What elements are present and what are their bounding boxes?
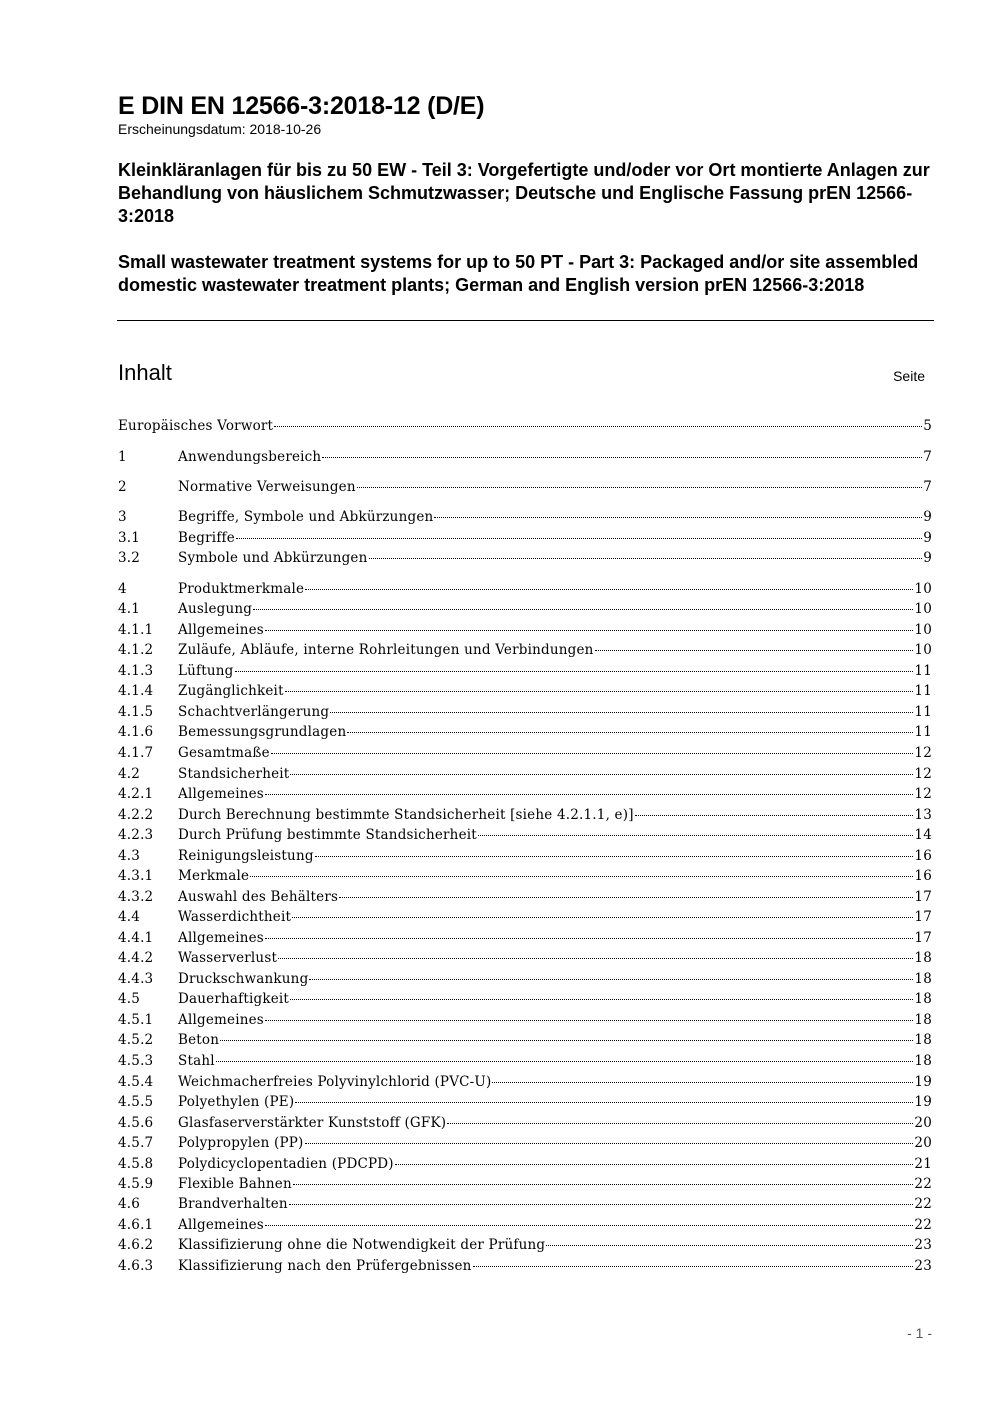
- toc-entry-page: 5: [923, 418, 932, 434]
- toc-entry-page: 9: [923, 509, 932, 525]
- page-number: - 1 -: [907, 1325, 932, 1341]
- toc-entry-number: 4.4: [118, 909, 141, 925]
- toc-entry-page: 10: [914, 622, 932, 638]
- toc-entry-number: 4.1.6: [118, 724, 154, 740]
- toc-entry-page: 11: [914, 663, 932, 679]
- toc-entry-page: 7: [923, 479, 932, 495]
- toc-dot-leader: [434, 517, 922, 518]
- toc-page-label: Seite: [893, 368, 925, 384]
- toc-dot-leader: [347, 732, 913, 733]
- toc-entry[interactable]: [118, 745, 932, 765]
- toc-entry-number: 4.6: [118, 1196, 141, 1212]
- toc-entry-title: Wasserverlust: [178, 950, 278, 966]
- toc-entry-number: 4.4.3: [118, 971, 154, 987]
- toc-entry-page: 17: [914, 930, 932, 946]
- toc-entry-page: 12: [914, 745, 932, 761]
- toc-dot-leader: [265, 938, 913, 939]
- toc-entry[interactable]: [118, 1053, 932, 1073]
- toc-dot-leader: [278, 958, 913, 959]
- toc-entry-title: Durch Prüfung bestimmte Standsicherheit: [178, 827, 477, 843]
- toc-entry-page: 17: [914, 909, 932, 925]
- toc-entry-title: Bemessungsgrundlagen: [178, 724, 347, 740]
- toc-entry-number: 4.2.3: [118, 827, 154, 843]
- toc-entry-title: Weichmacherfreies Polyvinylchlorid (PVC-U): [178, 1074, 492, 1090]
- toc-entry[interactable]: [118, 509, 932, 529]
- toc-dot-leader: [265, 1225, 913, 1226]
- toc-dot-leader: [289, 1204, 914, 1205]
- toc-entry-number: 3.2: [118, 550, 141, 566]
- toc-entry-page: 20: [914, 1115, 932, 1131]
- toc-dot-leader: [395, 1164, 914, 1165]
- toc-entry-number: 4.6.2: [118, 1237, 154, 1253]
- toc-entry-title: Allgemeines: [178, 1012, 264, 1028]
- toc-entry-number: 4.1.4: [118, 683, 154, 699]
- toc-entry[interactable]: [118, 827, 932, 847]
- toc-entry-title: Dauerhaftigkeit: [178, 991, 290, 1007]
- toc-dot-leader: [322, 457, 922, 458]
- toc-entry-page: 9: [923, 530, 932, 546]
- toc-dot-leader: [253, 609, 913, 610]
- toc-entry-number: 4.1.3: [118, 663, 154, 679]
- toc-dot-leader: [339, 897, 913, 898]
- toc-dot-leader: [305, 1143, 914, 1144]
- toc-heading: Inhalt: [118, 360, 172, 385]
- toc-entry[interactable]: [118, 1237, 932, 1257]
- toc-entry-title: Produktmerkmale: [178, 581, 305, 597]
- toc-entry[interactable]: [118, 479, 932, 499]
- toc-entry-number: 4.5.2: [118, 1032, 154, 1048]
- toc-entry-number: 4.5.9: [118, 1176, 154, 1192]
- toc-entry[interactable]: [118, 1012, 932, 1032]
- toc-entry[interactable]: [118, 622, 932, 642]
- toc-dot-leader: [473, 1266, 914, 1267]
- toc-entry-number: 4.6.3: [118, 1258, 154, 1274]
- toc-dot-leader: [265, 1020, 913, 1021]
- toc-entry-page: 22: [914, 1196, 932, 1212]
- toc-entry[interactable]: [118, 601, 932, 621]
- toc-entry-page: 10: [914, 642, 932, 658]
- toc-entry-title: Begriffe, Symbole und Abkürzungen: [178, 509, 434, 525]
- toc-entry-number: 3.1: [118, 530, 141, 546]
- publication-date: Erscheinungsdatum: 2018-10-26: [118, 121, 322, 137]
- toc-entry-page: 19: [914, 1094, 932, 1110]
- toc-entry[interactable]: [118, 581, 932, 601]
- toc-entry-title: Beton: [178, 1032, 220, 1048]
- toc-entry-number: 1: [118, 449, 127, 465]
- toc-entry-page: 18: [914, 991, 932, 1007]
- toc-entry[interactable]: [118, 950, 932, 970]
- toc-entry-page: 17: [914, 889, 932, 905]
- toc-entry[interactable]: [118, 724, 932, 744]
- toc-entry-title: Stahl: [178, 1053, 215, 1069]
- toc-entry-title: Symbole und Abkürzungen: [178, 550, 368, 566]
- toc-entry-number: 4.1.2: [118, 642, 154, 658]
- toc-entry-page: 16: [914, 848, 932, 864]
- toc-entry-number: 4: [118, 581, 127, 597]
- toc-entry-page: 7: [923, 449, 932, 465]
- toc-entry-title: Auslegung: [178, 601, 253, 617]
- toc-entry-page: 10: [914, 601, 932, 617]
- toc-entry[interactable]: [118, 1258, 932, 1278]
- toc-entry-title: Zuläufe, Abläufe, interne Rohrleitungen und Verbindungen: [178, 642, 594, 658]
- toc-entry-number: 4.1.1: [118, 622, 154, 638]
- toc-dot-leader: [295, 1102, 913, 1103]
- toc-entry-number: 4.5.7: [118, 1135, 154, 1151]
- toc-dot-leader: [305, 589, 913, 590]
- toc-entry[interactable]: [118, 786, 932, 806]
- toc-dot-leader: [290, 999, 913, 1000]
- toc-entry-number: 4.2.1: [118, 786, 154, 802]
- toc-entry-title: Anwendungsbereich: [178, 449, 322, 465]
- toc-entry-page: 9: [923, 550, 932, 566]
- toc-entry-title: Reinigungsleistung: [178, 848, 314, 864]
- toc-entry-page: 12: [914, 766, 932, 782]
- toc-entry[interactable]: [118, 1196, 932, 1216]
- toc-dot-leader: [635, 815, 914, 816]
- title-english: Small wastewater treatment systems for up to 50 PT - Part 3: Packaged and/or site assembled domestic wastewater treatment plants; German and English version prEN 12566-3:2018: [118, 252, 919, 295]
- toc-entry-title: Flexible Bahnen: [178, 1176, 292, 1192]
- toc-entry-page: 18: [914, 950, 932, 966]
- toc-dot-leader: [250, 876, 913, 877]
- document-id: E DIN EN 12566-3:2018-12 (D/E): [118, 92, 485, 120]
- toc-entry-number: 4.1.7: [118, 745, 154, 761]
- toc-entry[interactable]: [118, 1156, 932, 1176]
- toc-entry-number: 4.5.1: [118, 1012, 154, 1028]
- toc-entry-title: Druckschwankung: [178, 971, 309, 987]
- toc-dot-leader: [265, 630, 913, 631]
- toc-entry-page: 18: [914, 971, 932, 987]
- toc-dot-leader: [546, 1245, 913, 1246]
- toc-entry-title: Durch Berechnung bestimmte Standsicherheit [siehe 4.2.1.1, e)]: [178, 807, 634, 823]
- toc-entry-title: Allgemeines: [178, 622, 264, 638]
- toc-dot-leader: [235, 671, 914, 672]
- toc-dot-leader: [309, 979, 913, 980]
- toc-entry[interactable]: [118, 683, 932, 703]
- toc-dot-leader: [357, 487, 922, 488]
- toc-entry[interactable]: [118, 1135, 932, 1155]
- toc-entry-page: 10: [914, 581, 932, 597]
- toc-dot-leader: [478, 835, 913, 836]
- toc-entry-title: Zugänglichkeit: [178, 683, 284, 699]
- toc-entry-title: Lüftung: [178, 663, 234, 679]
- toc-entry-title: Europäisches Vorwort: [118, 418, 274, 434]
- toc-entry-number: 4.1.5: [118, 704, 154, 720]
- toc-entry[interactable]: [118, 418, 932, 438]
- toc-entry-number: 4.5.4: [118, 1074, 154, 1090]
- toc-entry[interactable]: [118, 909, 932, 929]
- toc-entry-page: 20: [914, 1135, 932, 1151]
- toc-dot-leader: [274, 426, 922, 427]
- toc-entry-page: 18: [914, 1032, 932, 1048]
- toc-entry-number: 4.6.1: [118, 1217, 154, 1233]
- toc-entry-title: Normative Verweisungen: [178, 479, 356, 495]
- toc-entry-page: 23: [914, 1237, 932, 1253]
- toc-entry[interactable]: [118, 848, 932, 868]
- toc-entry-page: 11: [914, 683, 932, 699]
- toc-entry-page: 22: [914, 1176, 932, 1192]
- toc-dot-leader: [271, 753, 914, 754]
- toc-entry-page: 22: [914, 1217, 932, 1233]
- toc-dot-leader: [292, 917, 913, 918]
- toc-entry-title: Allgemeines: [178, 930, 264, 946]
- toc-dot-leader: [595, 650, 914, 651]
- toc-entry[interactable]: [118, 1094, 932, 1114]
- toc-entry[interactable]: [118, 807, 932, 827]
- toc-dot-leader: [447, 1123, 913, 1124]
- toc-entry-title: Schachtverlängerung: [178, 704, 330, 720]
- toc-entry-title: Auswahl des Behälters: [178, 889, 339, 905]
- toc-entry[interactable]: [118, 550, 932, 570]
- toc-entry-page: 13: [914, 807, 932, 823]
- toc-entry-page: 21: [914, 1156, 932, 1172]
- toc-entry-number: 4.2: [118, 766, 141, 782]
- toc-dot-leader: [315, 856, 914, 857]
- toc-entry-page: 12: [914, 786, 932, 802]
- toc-entry-number: 4.5.3: [118, 1053, 154, 1069]
- toc-entry-title: Brandverhalten: [178, 1196, 288, 1212]
- toc-entry-page: 14: [914, 827, 932, 843]
- toc-entry-number: 4.5.6: [118, 1115, 154, 1131]
- toc-entry[interactable]: [118, 1032, 932, 1052]
- toc-entry-page: 16: [914, 868, 932, 884]
- toc-entry-number: 4.4.2: [118, 950, 154, 966]
- toc-entry-number: 4.1: [118, 601, 141, 617]
- toc-entry-page: 18: [914, 1012, 932, 1028]
- toc-entry-page: 18: [914, 1053, 932, 1069]
- toc-entry-title: Polypropylen (PP): [178, 1135, 304, 1151]
- toc-dot-leader: [236, 538, 922, 539]
- toc-dot-leader: [285, 691, 914, 692]
- toc-dot-leader: [290, 774, 913, 775]
- toc-entry[interactable]: [118, 663, 932, 683]
- toc-entry-title: Gesamtmaße: [178, 745, 270, 761]
- toc-entry[interactable]: [118, 991, 932, 1011]
- title-german: Kleinkläranlagen für bis zu 50 EW - Teil 3: Vorgefertigte und/oder vor Ort montierte Anlagen zur Behandlung von häuslichem Schmutzwasser; Deutsche und Englische Fassung prEN 12566-3:2018: [118, 160, 930, 226]
- toc-entry-title: Begriffe: [178, 530, 235, 546]
- toc-entry[interactable]: [118, 1176, 932, 1196]
- toc-entry-number: 3: [118, 509, 127, 525]
- toc-entry-title: Merkmale: [178, 868, 250, 884]
- toc-entry-title: Glasfaserverstärkter Kunststoff (GFK): [178, 1115, 447, 1131]
- toc-entry[interactable]: [118, 704, 932, 724]
- toc-entry[interactable]: [118, 449, 932, 469]
- toc-entry[interactable]: [118, 930, 932, 950]
- header-divider: [117, 320, 934, 321]
- toc-entry-title: Klassifizierung ohne die Notwendigkeit der Prüfung: [178, 1237, 546, 1253]
- toc-entry-number: 2: [118, 479, 127, 495]
- toc-entry[interactable]: [118, 1115, 932, 1135]
- toc-entry-page: 19: [914, 1074, 932, 1090]
- toc-entry[interactable]: [118, 766, 932, 786]
- toc-entry-number: 4.3.2: [118, 889, 154, 905]
- toc-entry[interactable]: [118, 889, 932, 909]
- toc-dot-leader: [492, 1082, 913, 1083]
- toc-entry-number: 4.3: [118, 848, 141, 864]
- toc-entry[interactable]: [118, 971, 932, 991]
- toc-entry[interactable]: [118, 1217, 932, 1237]
- toc-entry[interactable]: [118, 1074, 932, 1094]
- toc-entry-number: 4.5.5: [118, 1094, 154, 1110]
- toc-entry-title: Allgemeines: [178, 786, 264, 802]
- toc-entry-page: 23: [914, 1258, 932, 1274]
- toc-entry-page: 11: [914, 704, 932, 720]
- toc-dot-leader: [330, 712, 913, 713]
- toc-entry[interactable]: [118, 868, 932, 888]
- toc-entry-title: Standsicherheit: [178, 766, 290, 782]
- toc-entry-number: 4.5.8: [118, 1156, 154, 1172]
- toc-dot-leader: [220, 1040, 913, 1041]
- toc-entry-number: 4.2.2: [118, 807, 154, 823]
- toc-dot-leader: [265, 794, 913, 795]
- toc-entry-number: 4.3.1: [118, 868, 154, 884]
- toc-entry-page: 11: [914, 724, 932, 740]
- toc-dot-leader: [216, 1061, 914, 1062]
- toc-dot-leader: [369, 558, 923, 559]
- toc-entry-number: 4.5: [118, 991, 141, 1007]
- toc-entry-number: 4.4.1: [118, 930, 154, 946]
- toc-entry-title: Polyethylen (PE): [178, 1094, 295, 1110]
- toc-entry-title: Polydicyclopentadien (PDCPD): [178, 1156, 394, 1172]
- toc-entry[interactable]: [118, 642, 932, 662]
- toc-entry[interactable]: [118, 530, 932, 550]
- toc-entry-title: Klassifizierung nach den Prüfergebnissen: [178, 1258, 472, 1274]
- toc-entry-title: Wasserdichtheit: [178, 909, 292, 925]
- toc-entry-title: Allgemeines: [178, 1217, 264, 1233]
- toc-dot-leader: [293, 1184, 914, 1185]
